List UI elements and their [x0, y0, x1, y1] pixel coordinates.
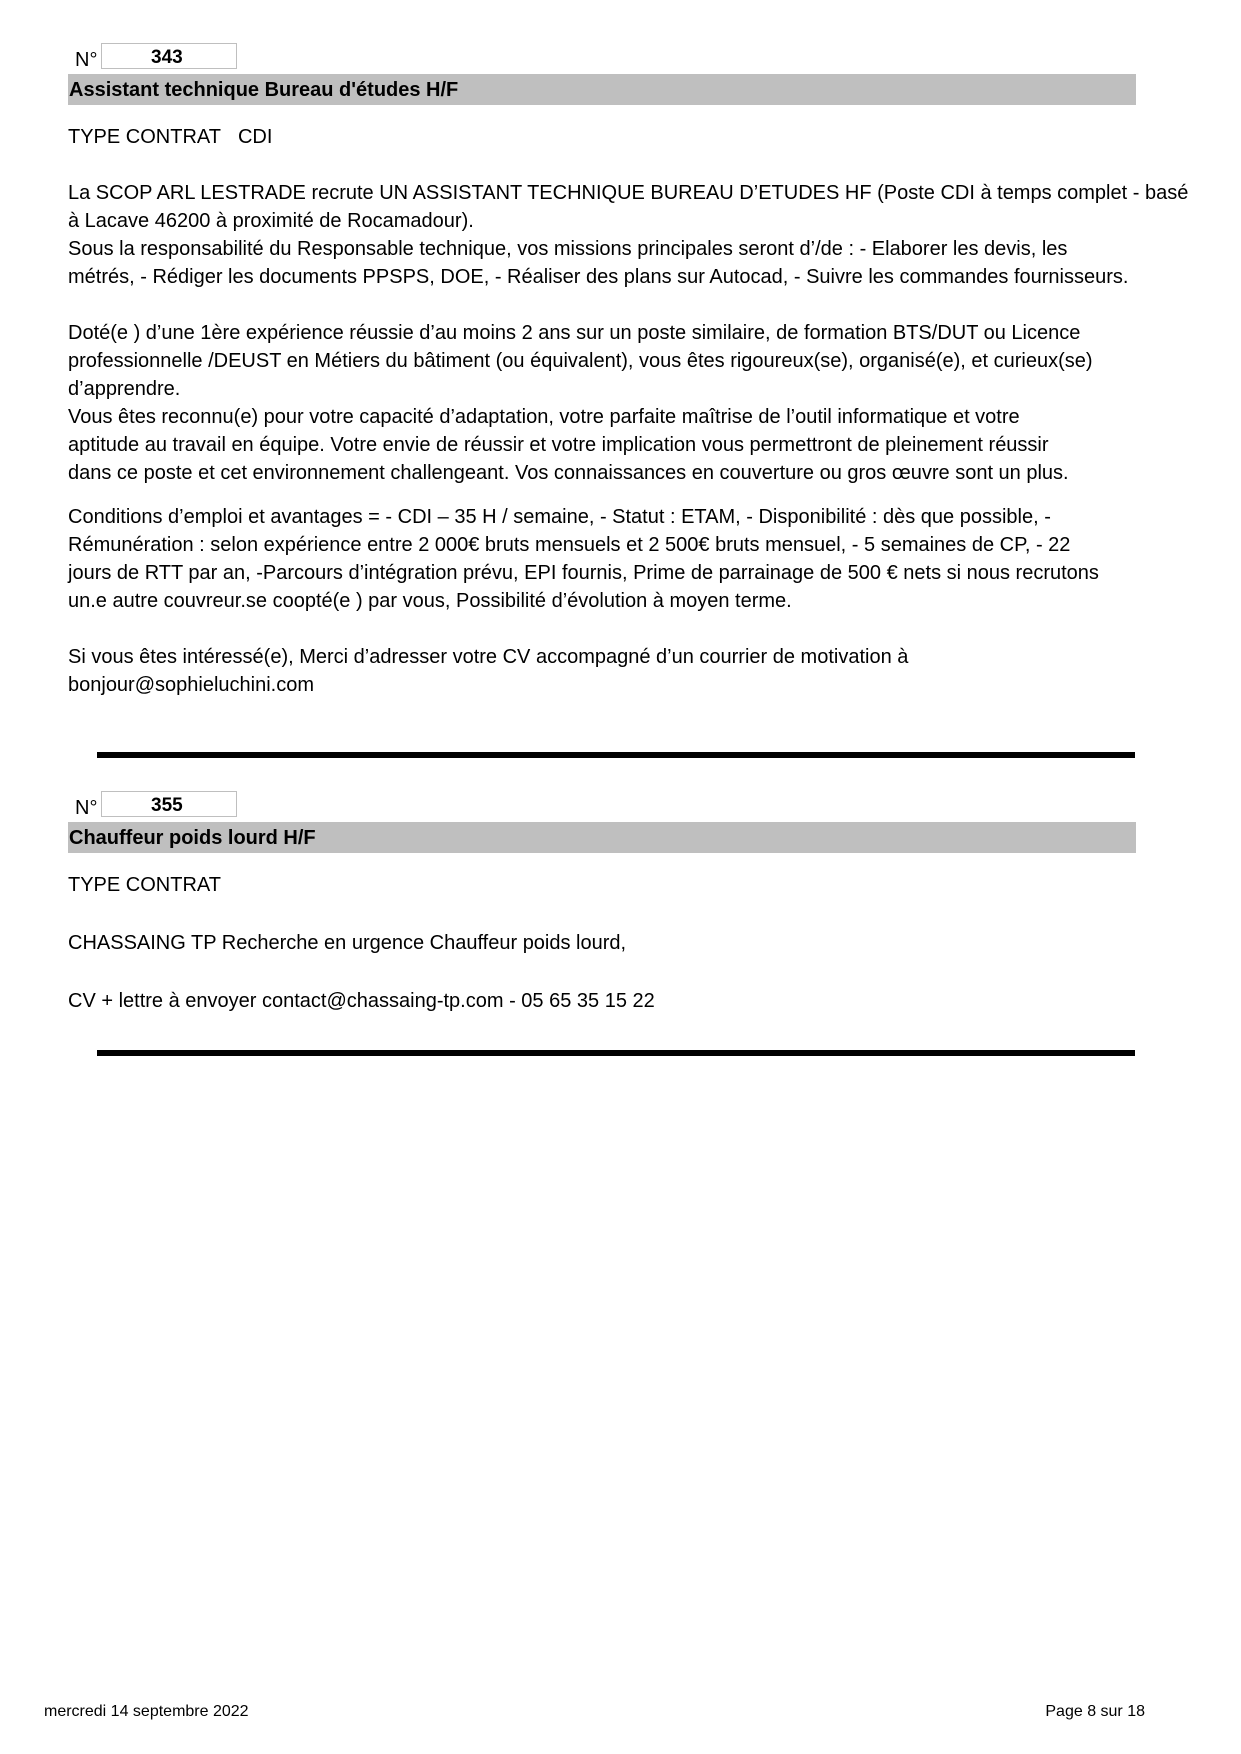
description-line: aptitude au travail en équipe. Votre envie de réussir et votre implication vous permettront de pleinement réussir	[68, 434, 1049, 456]
description-line: Si vous êtes intéressé(e), Merci d’adresser votre CV accompagné d’un courrier de motivation à	[68, 646, 909, 668]
job-listing	[68, 43, 1189, 699]
number-label: N°	[75, 49, 98, 71]
contract-type-label: TYPE CONTRAT	[68, 126, 221, 148]
listing-title: Assistant technique Bureau d'études H/F	[68, 74, 1136, 105]
description-line: jours de RTT par an, -Parcours d’intégration prévu, EPI fournis, Prime de parrainage de 500 € nets si nous recrutons	[68, 562, 1099, 584]
listing-number-row	[68, 791, 1136, 819]
listing-description	[68, 179, 1189, 699]
page-number: Page 8 sur 18	[1045, 1703, 1145, 1720]
section-separator	[97, 752, 1135, 758]
number-label: N°	[75, 797, 98, 819]
description-line: Vous êtes reconnu(e) pour votre capacité d’adaptation, votre parfaite maîtrise de l’outil informatique et votre	[68, 406, 1020, 428]
description-line: Conditions d’emploi et avantages = - CDI – 35 H / semaine, - Statut : ETAM, - Disponibilité : dès que possible, -	[68, 506, 1051, 528]
contract-type	[68, 123, 1136, 151]
description-line: métrés, - Rédiger les documents PPSPS, DOE, - Réaliser des plans sur Autocad, - Suivre les commandes fournisseurs.	[68, 266, 1129, 288]
contract-type	[68, 871, 1136, 899]
description-line: Sous la responsabilité du Responsable technique, vos missions principales seront d’/de : - Elaborer les devis, les	[68, 238, 1068, 260]
contact-line: CV + lettre à envoyer contact@chassaing-tp.com - 05 65 35 15 22	[68, 990, 655, 1012]
description-line: professionnelle /DEUST en Métiers du bâtiment (ou équivalent), vous êtes rigoureux(se), organisé(e), et curieux(se)	[68, 350, 1093, 372]
description-line: à Lacave 46200 à proximité de Rocamadour).	[68, 210, 474, 232]
description-line: Rémunération : selon expérience entre 2 000€ bruts mensuels et 2 500€ bruts mensuel, - 5 semaines de CP, - 22	[68, 534, 1071, 556]
listing-number-row	[68, 43, 1136, 71]
listing-number-box: 355	[101, 791, 237, 817]
description-line: Doté(e ) d’une 1ère expérience réussie d’au moins 2 ans sur un poste similaire, de formation BTS/DUT ou Licence	[68, 322, 1081, 344]
description-line: dans ce poste et cet environnement challengeant. Vos connaissances en couverture ou gros œuvre sont un plus.	[68, 462, 1069, 484]
listing-number-box: 343	[101, 43, 237, 69]
listing-title: Chauffeur poids lourd H/F	[68, 822, 1136, 853]
job-listing	[68, 791, 1136, 1015]
contact-email: bonjour@sophieluchini.com	[68, 674, 314, 696]
section-separator	[97, 1050, 1135, 1056]
description-line: un.e autre couvreur.se coopté(e ) par vous, Possibilité d’évolution à moyen terme.	[68, 590, 792, 612]
description-line: CHASSAING TP Recherche en urgence Chauffeur poids lourd,	[68, 932, 627, 954]
contract-type-label: TYPE CONTRAT	[68, 874, 221, 896]
description-line: d’apprendre.	[68, 378, 181, 400]
contract-type-value: CDI	[237, 126, 273, 148]
listing-description	[68, 929, 1136, 1015]
footer-date: mercredi 14 septembre 2022	[44, 1703, 249, 1720]
description-line: La SCOP ARL LESTRADE recrute UN ASSISTANT TECHNIQUE BUREAU D’ETUDES HF (Poste CDI à temps complet - basé	[68, 182, 1189, 204]
